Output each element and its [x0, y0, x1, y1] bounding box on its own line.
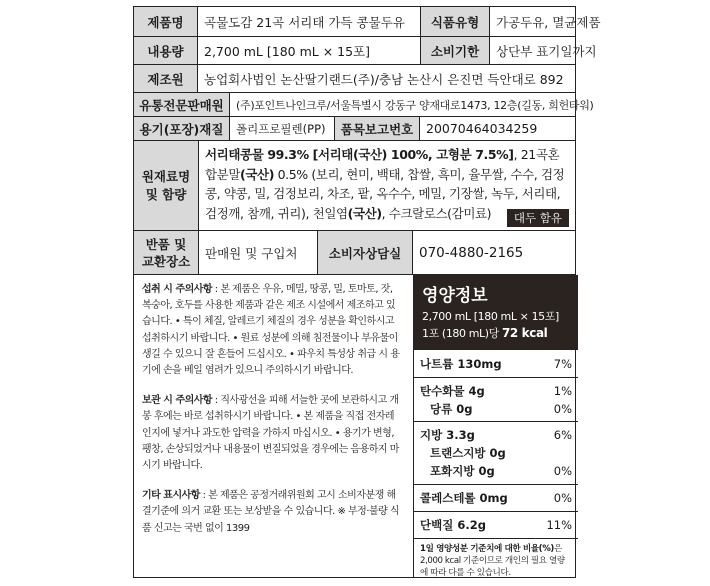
nutrition-header: [414, 275, 578, 350]
cs-label: 소비자상담실: [317, 231, 413, 274]
row-ingredients: [134, 141, 575, 231]
nutrition-title: 영양정보: [422, 286, 488, 306]
fat-pct: 6%: [553, 428, 572, 442]
sodium-name: 나트륨 130mg: [420, 356, 502, 371]
fat-name: 지방 3.3g: [420, 428, 475, 442]
report-no-value: 20070464034259: [426, 121, 538, 136]
cautions-block: [142, 282, 402, 551]
cholesterol-pct: 0%: [553, 491, 572, 505]
expiry-label: 소비기한: [420, 37, 490, 64]
returns-label-line1: 반품 및: [145, 236, 187, 252]
ingredients-bold-3: (국산): [347, 205, 382, 221]
seller-label: 유통전문판매원: [134, 93, 230, 116]
nutrition-panel: [413, 275, 578, 578]
intake-caution: [142, 282, 402, 379]
protein-name: 단백질 6.2g: [420, 518, 486, 532]
seller-value: (주)포인트나인크루/서울특별시 강동구 양재대로1473, 12층(길동, 희헌타워): [236, 98, 594, 112]
row-seller: [134, 93, 594, 117]
product-name-label: 제품명: [134, 7, 198, 36]
nutrition-footnote: [414, 539, 578, 583]
nutrient-carbs: [414, 378, 578, 422]
nutrient-sodium: [414, 350, 578, 378]
nutrient-protein: [414, 512, 578, 539]
food-type-value: 가공두유, 멸균제품: [496, 14, 601, 30]
row-returns: [134, 231, 575, 275]
other-notice-text: : 본 제품은 공정거래위원회 고시 소비자분쟁 해결기준에 의거 교환 또는 보상받을 수 있습니다. ※ 부정·불량 식품 신고는 국번 없이 1399: [142, 490, 400, 534]
intake-caution-text: : 본 제품은 우유, 메밀, 땅콩, 밀, 토마토, 잣, 복숭아, 호두를 사용한 제품과 같은 제조 시설에서 제조하고 있습니다. • 특이 체질, 알레르기 체질의 경우 성분을 확인하시고 섭취하시기 바랍니다. • 원료 성분에 의해 침전물이나 부유물이 생길 수 있으니 잘 흔들어 드십시오. • 파우치 특성상 취급 시 용기에 손을 베일 염려가 있으니 주의하시기 바랍니다.: [142, 284, 400, 377]
manufacturer-value: 농업회사법인 논산딸기랜드(주)/충남 논산시 은진면 득안대로 892: [204, 71, 564, 87]
nutrition-serving-line2: [422, 325, 570, 342]
product-label-table: [133, 6, 601, 578]
ingredients-label-line1: 원재료명: [141, 168, 191, 184]
volume-value: 2,700 mL [180 mL × 15포]: [204, 43, 370, 59]
returns-label: [134, 231, 199, 274]
returns-value: 판매원 및 구입처: [205, 245, 298, 261]
other-notice-title: 기타 표시사항: [142, 490, 200, 502]
storage-caution-text: : 직사광선을 피해 서늘한 곳에 보관하시고 개봉 후에는 바로 섭취하시기 바랍니다. • 본 제품을 직접 전자레인지에 넣거나 과도한 압력을 가하지 마십시오. • 용기가 변형, 팽창, 손상되었거나 내용물이 변질되었을 경우에는 음용하지 마시기 바랍니다.: [142, 395, 399, 472]
row-container: [134, 117, 575, 141]
cs-value: 070-4880-2165: [419, 244, 524, 261]
nutrient-cholesterol: [414, 485, 578, 512]
expiry-value: 상단부 표기일까지: [496, 43, 597, 59]
footnote-text: 은 2,000 kcal 기준이므로 개인의 필요 열량에 따라 다를 수 있습니다.: [420, 544, 565, 578]
trans-fat-name: 트랜스지방 0g: [430, 446, 506, 460]
intake-caution-title: 섭취 시 주의사항: [142, 284, 213, 295]
row-manufacturer: [134, 65, 575, 93]
manufacturer-label: 제조원: [134, 65, 198, 92]
carbs-name: 탄수화물 4g: [420, 384, 485, 398]
storage-caution: [142, 393, 402, 474]
ingredients-bold-2: (국산): [240, 166, 275, 182]
cholesterol-name: 콜레스테롤 0mg: [420, 491, 508, 505]
container-label: 용기(포장)재질: [134, 117, 230, 140]
nutrition-serving-text: 1포 (180 mL)당: [422, 327, 502, 340]
nutrition-kcal: 72 kcal: [501, 326, 548, 340]
ingredients-text-3: , 수크랄로스(감미료): [381, 205, 492, 221]
food-type-label: 식품유형: [420, 7, 490, 36]
volume-label: 내용량: [134, 37, 198, 64]
row-volume: [134, 37, 597, 65]
carbs-pct: 1%: [553, 384, 572, 398]
ingredients-text-2: 0.5% (보리, 현미, 백태, 찹쌀, 흑미, 율무쌀, 수수, 검정콩, 약콩, 밀, 검정보리, 차조, 팥, 옥수수, 메밀, 기장쌀, 녹두, 서리태, 검정깨, 참깨, 귀리), 천일염: [205, 166, 565, 221]
protein-pct: 11%: [546, 518, 572, 532]
sodium-pct: 7%: [553, 356, 572, 371]
sat-fat-name: 포화지방 0g: [430, 464, 495, 478]
product-name-value: 곡물도감 21곡 서리태 가득 콩물두유: [204, 14, 405, 30]
nutrition-serving-line1: 2,700 mL [180 mL × 15포]: [422, 310, 559, 323]
report-no-label: 품목보고번호: [334, 117, 420, 140]
ingredients-text-1: , 21곡혼합분말: [205, 147, 560, 182]
sat-fat-pct: 0%: [553, 464, 572, 478]
ingredients-bold-1: 서리태콩물 99.3% [서리태(국산) 100%, 고형분 7.5%]: [205, 147, 514, 162]
row-product-name: [134, 7, 601, 37]
ingredients-label: [134, 141, 199, 230]
ingredients-label-line2: 및 함량: [145, 186, 187, 202]
sugars-pct: 0%: [553, 402, 572, 416]
storage-caution-title: 보관 시 주의사항: [142, 395, 213, 407]
sugars-name: 당류 0g: [430, 402, 473, 416]
container-value: 폴리프로필렌(PP): [236, 121, 326, 136]
other-notice: [142, 488, 402, 537]
nutrient-fat: [414, 422, 578, 485]
allergen-badge: 대두 함유: [507, 209, 569, 227]
footnote-bold: 1일 영양성분 기준치에 대한 비율(%): [420, 544, 554, 554]
returns-label-line2: 교환장소: [141, 253, 191, 269]
